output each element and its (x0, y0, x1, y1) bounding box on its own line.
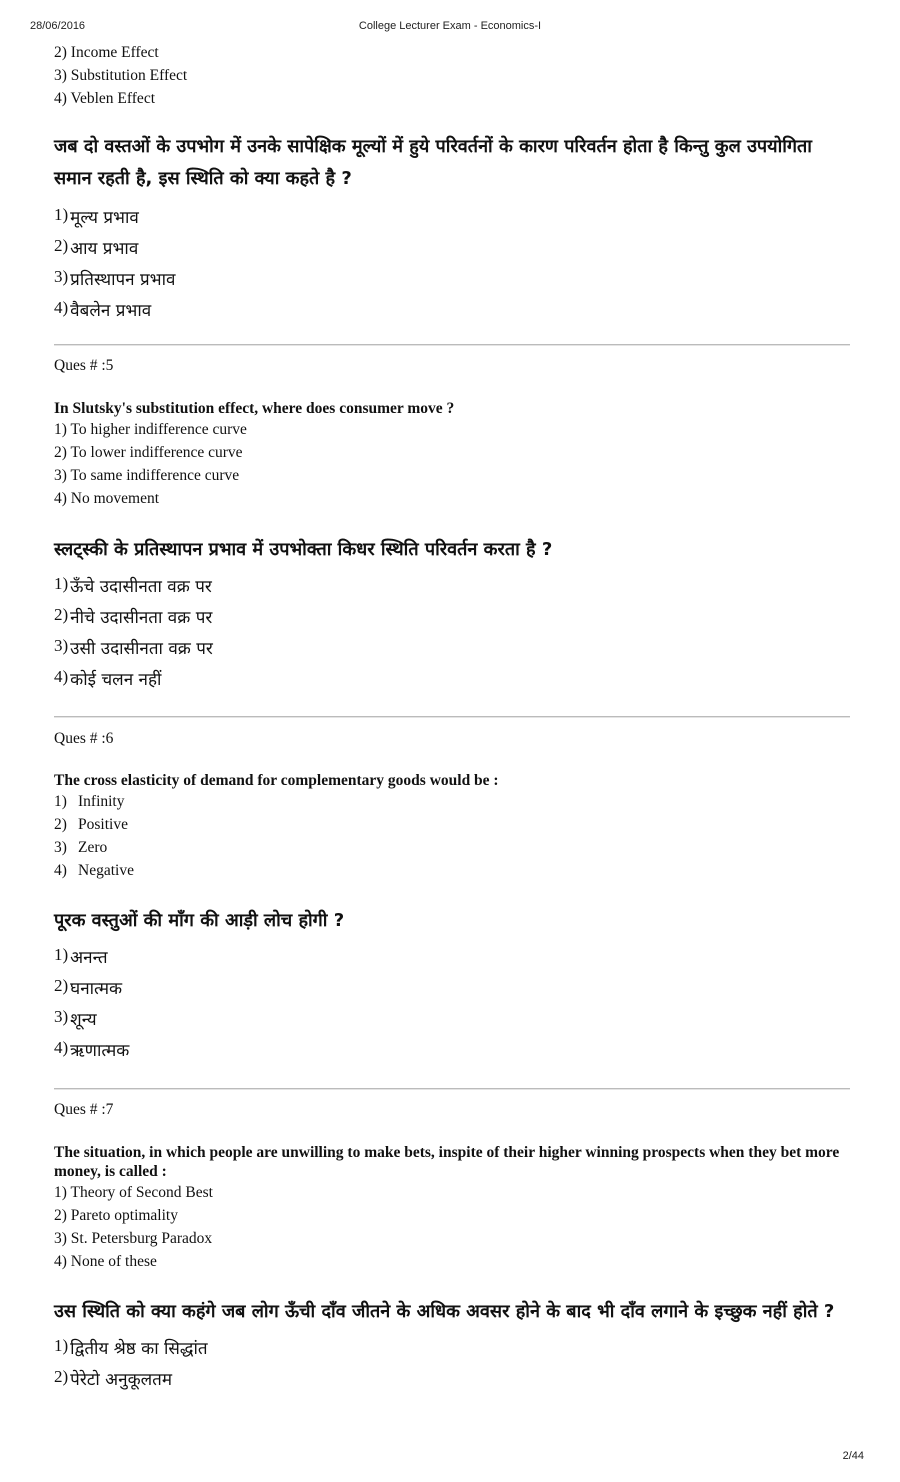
q5-english-block (54, 399, 854, 510)
q4-hindi-block (54, 131, 854, 323)
hindi-option: 4) ऋणात्मक (54, 1038, 130, 1061)
option: 4) Veblen Effect (54, 90, 155, 107)
option: 4) Negative (54, 862, 134, 879)
english-question: The situation, in which people are unwilling to make bets, inspite of their higher winning prospects when they bet more money, is called : (54, 1144, 840, 1180)
question-number: Ques # :7 (54, 1101, 114, 1118)
hindi-question: उस स्थिति को क्या कहंगे जब लोग ऊँची दाँव जीतने के अधिक अवसर होने के बाद भी दाँव लगाने के इच्छुक नहीं होते ? (54, 1301, 835, 1322)
english-question: In Slutsky's substitution effect, where does consumer move ? (54, 400, 455, 417)
hindi-option: 4) कोई चलन नहीं (54, 667, 162, 690)
hindi-option: 2) आय प्रभाव (54, 236, 139, 259)
divider (54, 716, 850, 717)
hindi-option: 2) पेरेटो अनुकूलतम (54, 1367, 173, 1390)
q6-hindi-block (54, 905, 854, 1063)
q4-english-options (54, 41, 854, 110)
option: 4) No movement (54, 490, 160, 507)
q6-english-block (54, 771, 854, 882)
hindi-question: स्लट्स्की के प्रतिस्थापन प्रभाव में उपभोक्ता किधर स्थिति परिवर्तन करता है ? (54, 539, 553, 560)
option: 1) To higher indifference curve (54, 421, 247, 438)
hindi-option: 1) ऊँचे उदासीनता वक्र पर (54, 574, 212, 597)
option: 2) Positive (54, 816, 128, 833)
hindi-question: पूरक वस्तुओं की माँग की आड़ी लोच होगी ? (54, 910, 345, 931)
hindi-option: 3) उसी उदासीनता वक्र पर (54, 636, 213, 659)
hindi-option: 3) शून्य (54, 1007, 97, 1030)
option: 1) Infinity (54, 793, 125, 810)
option: 3) Zero (54, 839, 108, 856)
option: 1) Theory of Second Best (54, 1184, 213, 1201)
question-number: Ques # :6 (54, 730, 114, 747)
q7-english-block (54, 1143, 854, 1273)
divider (54, 344, 850, 345)
option: 3) St. Petersburg Paradox (54, 1230, 213, 1247)
option: 2) To lower indifference curve (54, 444, 243, 461)
print-date: 28/06/2016 (30, 20, 86, 32)
hindi-option: 4) वैबलेन प्रभाव (54, 298, 152, 321)
divider (54, 1088, 850, 1089)
q5-hindi-block (54, 534, 854, 692)
option: 4) None of these (54, 1253, 157, 1270)
hindi-option: 3) प्रतिस्थापन प्रभाव (54, 267, 176, 290)
question-number: Ques # :5 (54, 357, 114, 374)
q7-hindi-block (54, 1296, 854, 1392)
hindi-option: 2) घनात्मक (54, 976, 123, 999)
hindi-option: 1) द्वितीय श्रेष्ठ का सिद्धांत (54, 1336, 208, 1359)
option: 3) Substitution Effect (54, 67, 188, 84)
document-title: College Lecturer Exam - Economics-I (358, 20, 542, 32)
option: 3) To same indifference curve (54, 467, 240, 484)
hindi-option: 1) अनन्त (54, 945, 108, 968)
hindi-question: जब दो वस्तओं के उपभोग में उनके सापेक्षिक मूल्यों में हुये परिवर्तनों के कारण परिवर्तन होता है किन्तु कुल उपयोगिता समान रहती है, इस स्थिति को क्या कहते है ? (54, 136, 812, 189)
hindi-option: 1) मूल्य प्रभाव (54, 205, 139, 228)
page-number: 2/44 (842, 1450, 864, 1462)
hindi-option: 2) नीचे उदासीनता वक्र पर (54, 605, 213, 628)
option: 2) Pareto optimality (54, 1207, 178, 1224)
english-question: The cross elasticity of demand for complementary goods would be : (54, 772, 499, 789)
option: 2) Income Effect (54, 44, 159, 61)
